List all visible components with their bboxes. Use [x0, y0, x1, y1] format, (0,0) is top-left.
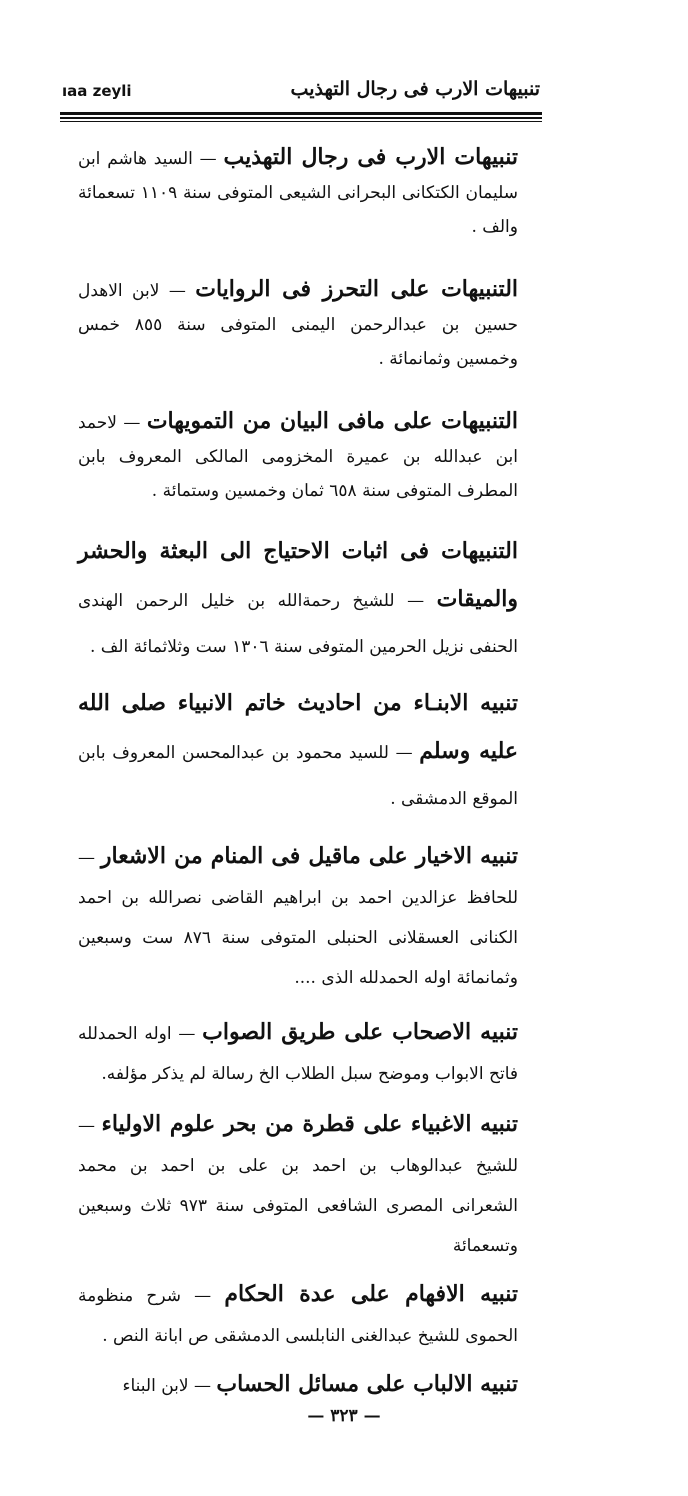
entry-body: — لابن البناء — [122, 1376, 211, 1396]
header-rule-top — [60, 112, 542, 115]
entry-title: تنبيه الاخيار على ماقيل فى المنام من الاشعار — [100, 843, 519, 869]
page-number: — ٣٢٣ — — [307, 1406, 381, 1426]
entry-item — [78, 272, 518, 376]
header-book-title: ıaa zeyli — [62, 82, 132, 100]
entry-body: — شرح منظومة الحموى للشيخ عبدالغنى النابلسى الدمشقى ص ابانة النص . — [78, 1286, 518, 1346]
entry-body: — للحافظ عزالدين احمد بن ابراهيم القاضى نصرالله بن احمد الكنانى العسقلانى الحنبلى المتوفى سنة ٨٧٦ ست وسبعين وثمانمائة اوله الحمدلله الذى .... — [78, 848, 518, 988]
entry-body: — لابن الاهدل حسين بن عبدالرحمن اليمنى المتوفى سنة ٨٥٥ خمس وخمسين وثمانمائة . — [78, 281, 518, 369]
entry-item — [78, 680, 518, 822]
entry-title: تنبيه الافهام على عدة الحكام — [224, 1281, 519, 1307]
entry-title: تنبيه الابنـاء من احاديث خاتم الانبياء صلى الله عليه وسلم — [78, 690, 518, 764]
entry-title: تنبيه الاغبياء على قطرة من بحر علوم الاولياء — [101, 1111, 518, 1137]
entry-title: التنبيهات على مافى البيان من التمويهات — [146, 408, 518, 434]
entry-title: تنبيهات الارب فى رجال التهذيب — [223, 144, 519, 170]
entry-item — [78, 528, 518, 670]
entry-body: — السيد هاشم ابن سليمان الكتكانى البحرانى الشيعى المتوفى سنة ١١٠٩ تسعمائة والف . — [78, 149, 518, 237]
entry-item — [78, 1104, 518, 1266]
entry-item — [78, 404, 518, 508]
entry-list — [78, 130, 518, 1406]
entry-item — [78, 1274, 518, 1356]
page-header — [62, 78, 540, 108]
entry-item — [78, 1012, 518, 1094]
entry-title: تنبيه الاصحاب على طريق الصواب — [202, 1019, 518, 1045]
entry-body: — للشيخ رحمةالله بن خليل الرحمن الهندى الحنفى نزيل الحرمين المتوفى سنة ١٣٠٦ ست وثلاثمائة الف . — [78, 591, 518, 657]
header-rule-middle — [60, 117, 542, 119]
entry-item — [78, 140, 518, 244]
header-rule-bottom — [60, 121, 542, 122]
entry-body: — للشيخ عبدالوهاب بن احمد بن على بن احمد بن محمد الشعرانى المصرى الشافعى المتوفى سنة ٩٧٣ ثلاث وسبعين وتسعمائة — [78, 1116, 519, 1256]
entry-title: تنبيه الالباب على مسائل الحساب — [216, 1371, 518, 1397]
entry-body: — للسيد محمود بن عبدالمحسن المعروف بابن الموقع الدمشقى . — [78, 743, 518, 809]
header-running-title: تنبيهات الارب فى رجال التهذيب — [290, 78, 540, 100]
entry-title: التنبيهات على التحرز فى الروايات — [195, 276, 519, 302]
entry-item — [78, 1364, 518, 1406]
entry-body: — لاحمد ابن عبدالله بن عميرة المخزومى المالكى المعروف بابن المطرف المتوفى سنة ٦٥٨ ثمان وخمسين وستمائة . — [78, 413, 518, 501]
entry-body: — اوله الحمدلله فاتح الابواب وموضح سبل الطلاب الخ رسالة لم يذكر مؤلفه. — [78, 1024, 518, 1084]
entry-title: التنبيهات فى اثبات الاحتياج الى البعثة والحشر والميقات — [78, 538, 518, 612]
entry-item — [78, 836, 518, 998]
